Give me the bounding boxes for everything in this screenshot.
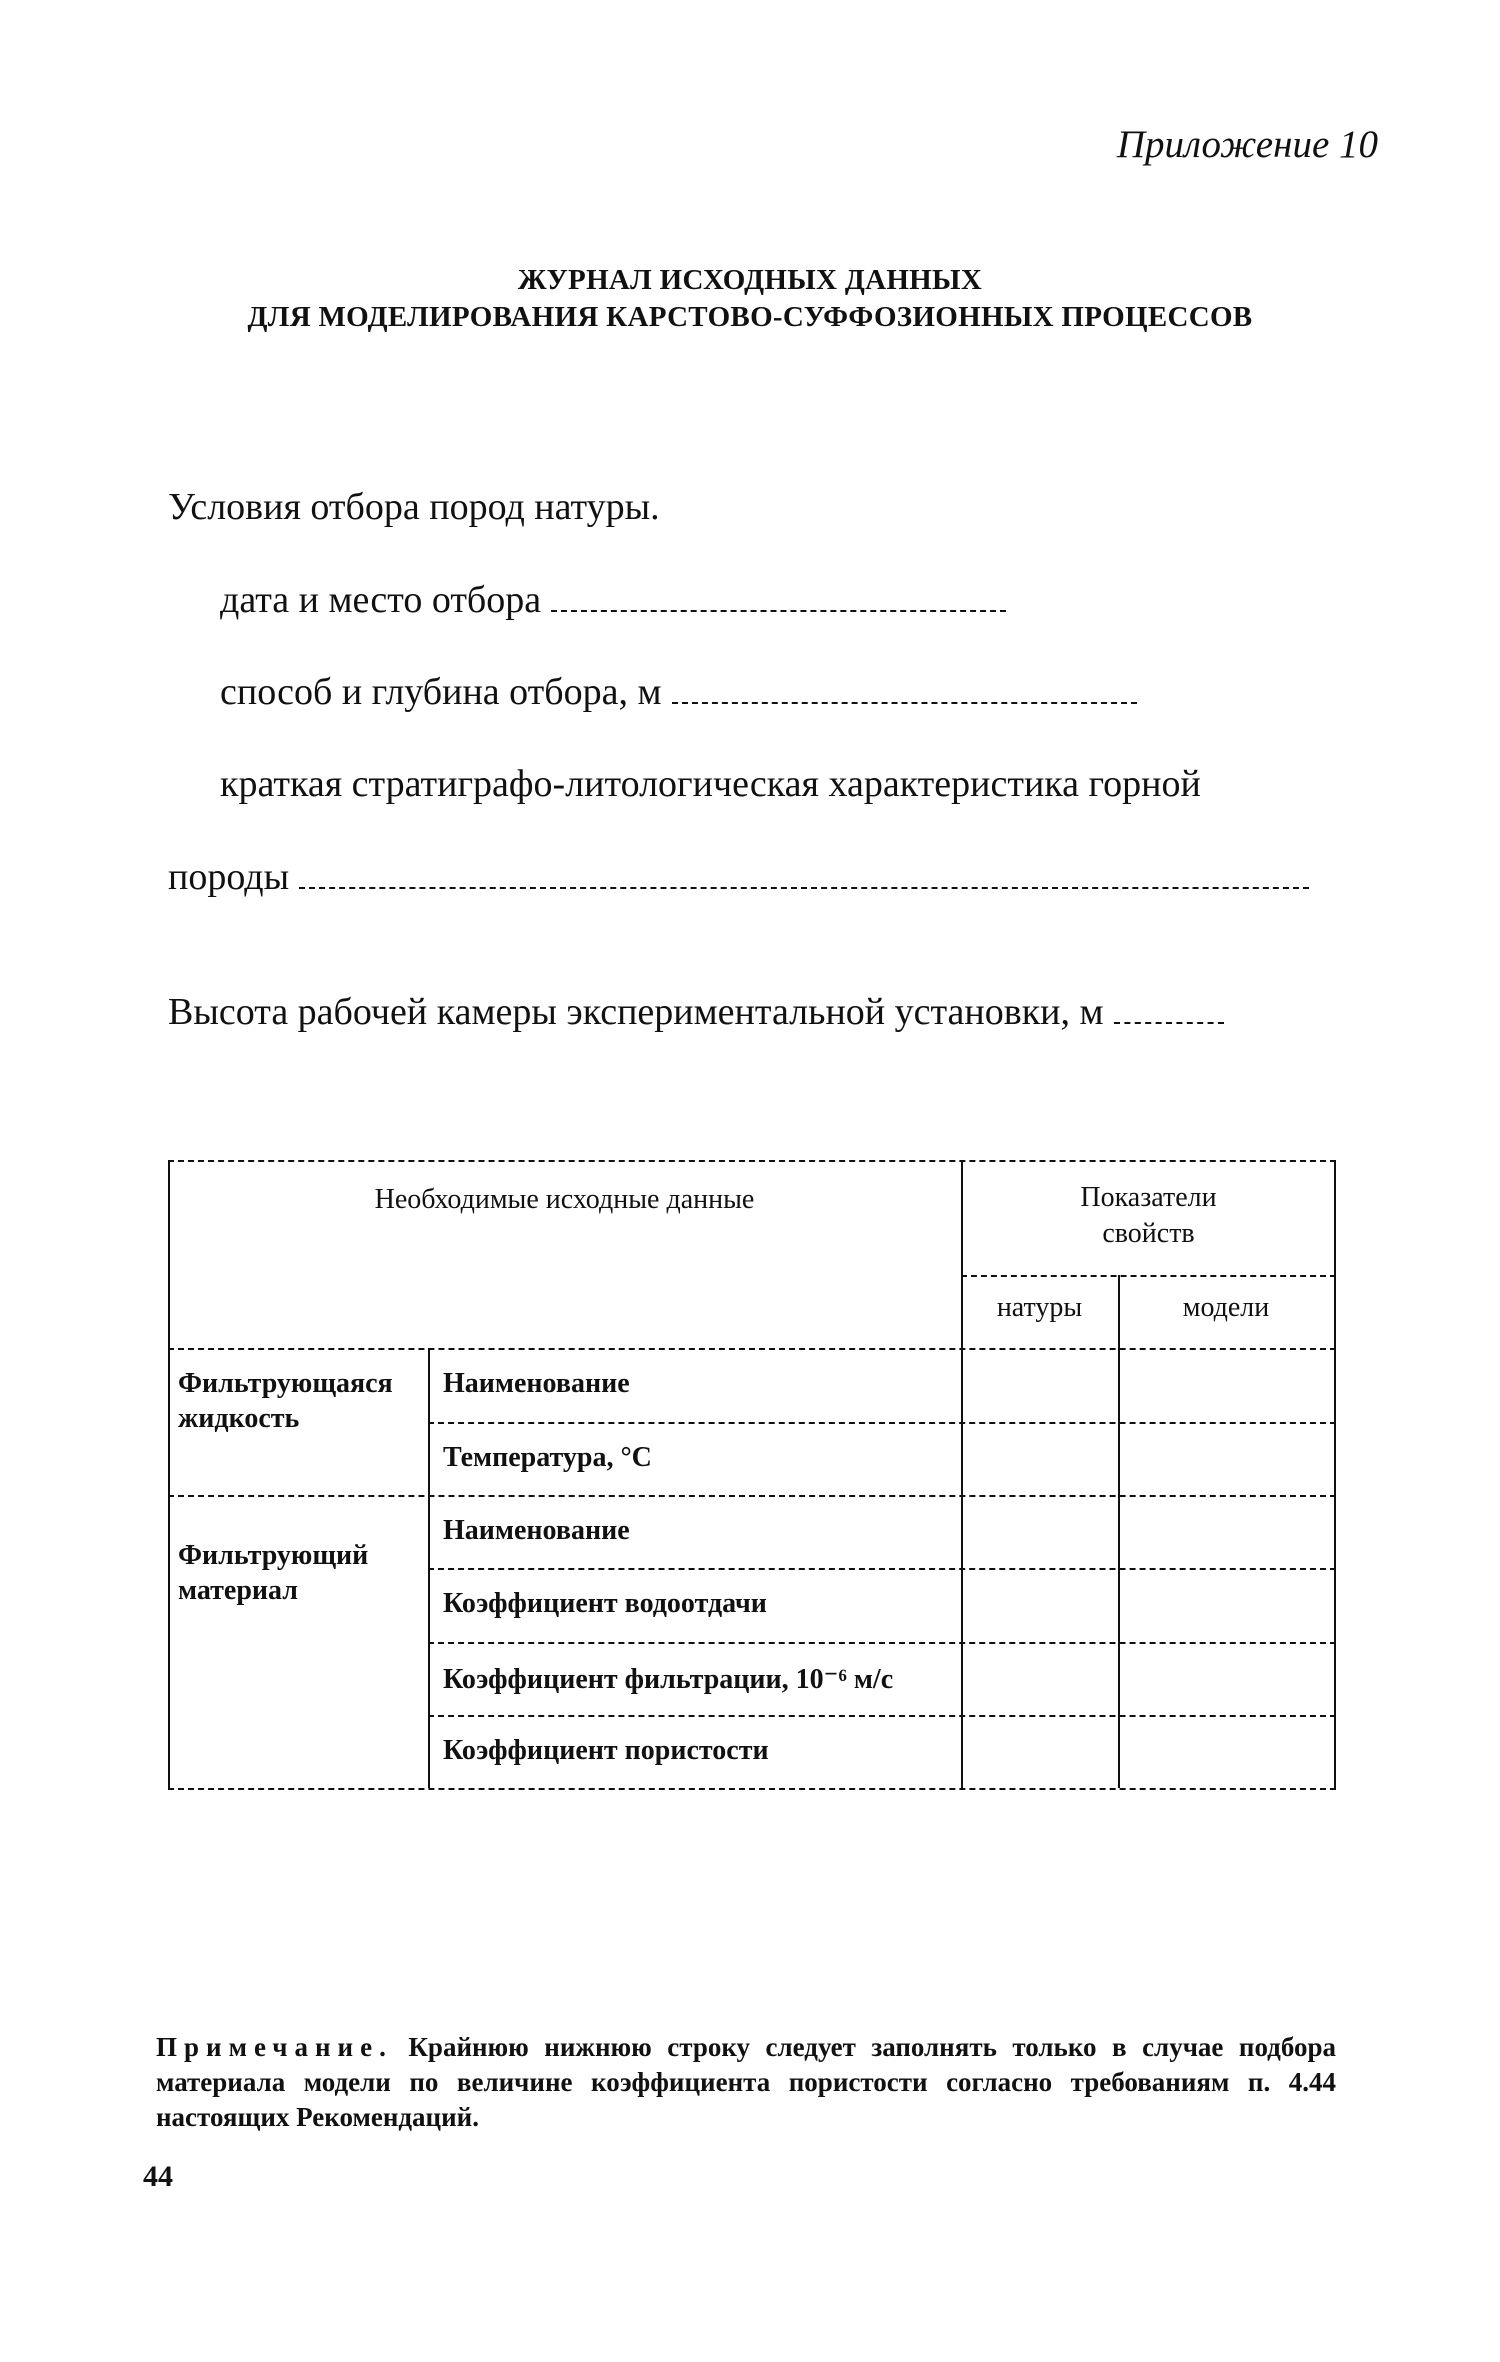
group2-label-line1: Фильтрующий bbox=[178, 1540, 369, 1571]
group2-row-filtration: Коэффициент фильтрации, 10⁻⁶ м/с bbox=[443, 1664, 894, 1695]
header-required-data: Необходимые исходные данные bbox=[374, 1184, 755, 1215]
document-title bbox=[0, 262, 1500, 336]
group2-row-name: Наименование bbox=[443, 1515, 630, 1546]
table-line-g2-r1 bbox=[428, 1568, 1336, 1570]
table-line-g2-r2 bbox=[428, 1642, 1336, 1644]
date-place-row bbox=[220, 578, 1006, 622]
header-nature: натуры bbox=[996, 1292, 1083, 1323]
rock-label: породы bbox=[168, 856, 290, 898]
appendix-label: Приложение 10 bbox=[1116, 123, 1378, 166]
table-line-g1-r1 bbox=[428, 1422, 1336, 1424]
chamber-height-label: Высота рабочей камеры экспериментальной установки, м bbox=[168, 991, 1104, 1033]
date-place-label: дата и место отбора bbox=[220, 579, 542, 621]
group1-label-line2: жидкость bbox=[178, 1403, 300, 1434]
table-border-top bbox=[168, 1160, 1336, 1162]
chamber-height-row bbox=[168, 990, 1224, 1034]
table-line-subheader bbox=[961, 1275, 1336, 1277]
table-line-group-divider bbox=[168, 1495, 1336, 1497]
method-depth-field[interactable] bbox=[672, 680, 1137, 704]
page-number: 44 bbox=[143, 2160, 173, 2193]
table-border-left bbox=[168, 1160, 170, 1788]
group1-row-temperature: Температура, °С bbox=[443, 1442, 652, 1473]
table-col-group-divider bbox=[428, 1348, 430, 1788]
group2-row-porosity: Коэффициент пористости bbox=[443, 1735, 769, 1766]
sampling-heading: Условия отбора пород натуры. bbox=[168, 486, 660, 528]
method-depth-row bbox=[220, 670, 1137, 714]
header-model: модели bbox=[1182, 1292, 1270, 1323]
table-line-header-bottom bbox=[168, 1348, 1336, 1350]
table-border-bottom bbox=[168, 1788, 1336, 1790]
group1-row-name: Наименование bbox=[443, 1368, 630, 1399]
group1-label-line1: Фильтрующаяся bbox=[178, 1368, 393, 1399]
table-col-nature-model-divider bbox=[1118, 1275, 1120, 1788]
characteristic-label: краткая стратиграфо-литологическая характеристика горной bbox=[220, 763, 1201, 805]
note-lead: Примечание. bbox=[156, 2032, 393, 2062]
rock-row bbox=[168, 855, 1309, 899]
table-line-g2-r3 bbox=[428, 1715, 1336, 1717]
chamber-height-field[interactable] bbox=[1114, 1000, 1224, 1024]
group2-label-line2: материал bbox=[178, 1575, 298, 1606]
header-indicators-line1: Показатели bbox=[1080, 1182, 1217, 1213]
title-line-1: ЖУРНАЛ ИСХОДНЫХ ДАННЫХ bbox=[517, 264, 983, 296]
rock-field[interactable] bbox=[299, 865, 1309, 889]
note-text: Крайнюю нижнюю строку следует заполнять только в случае подбора материала модели по величине коэффициента пористости согласно требованиям п. 4.44 настоящих Рекомендаций. bbox=[156, 2032, 1336, 2132]
table-border-right bbox=[1334, 1160, 1336, 1788]
date-place-field[interactable] bbox=[551, 588, 1006, 612]
table-col-indicators-divider bbox=[961, 1160, 963, 1788]
method-depth-label: способ и глубина отбора, м bbox=[220, 671, 662, 713]
group2-row-water-yield: Коэффициент водоотдачи bbox=[443, 1588, 767, 1619]
note-paragraph bbox=[156, 2030, 1336, 2135]
header-indicators-line2: свойств bbox=[1102, 1218, 1195, 1249]
title-line-2: ДЛЯ МОДЕЛИРОВАНИЯ КАРСТОВО-СУФФОЗИОННЫХ ПРОЦЕССОВ bbox=[247, 301, 1253, 333]
source-data-table bbox=[168, 1160, 1336, 1788]
